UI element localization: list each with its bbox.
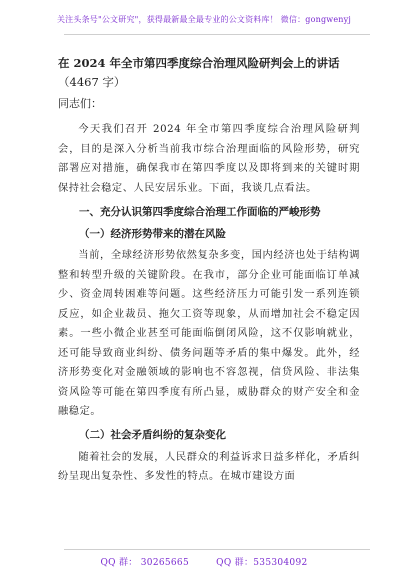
word-count: （4467 字） [58, 75, 126, 89]
intro-paragraph: 今天我们召开 2024 年全市第四季度综合治理风险研判会，目的是深入分析当前我市综合治理面临的风险形势，研究部署应对措施，确保我市在第四季度以及即将到来的关键时期保持社会稳定、人民安居乐业。下面，我谈几点看法。 [58, 124, 360, 194]
subsection-paragraph-2: 随着社会的发展，人民群众的利益诉求日益多样化，矛盾纠纷呈现出复杂性、多发性的特点。在城市建设方面 [58, 451, 360, 482]
footer [0, 555, 408, 568]
subsection-heading-1: （一）经济形势带来的潜在风险 [79, 228, 226, 240]
subsection-heading-2: （二）社会矛盾纠纷的复杂变化 [79, 428, 226, 441]
header-note: 关注头条号"公文研究"，获得最新最全最专业的公文资料库！ 微信：gongwenyj [56, 15, 352, 24]
salutation: 同志们： [58, 97, 102, 110]
document-body [58, 54, 360, 487]
footer-qq-group-2: QQ 群：535304092 [216, 558, 308, 568]
footer-divider [64, 549, 370, 550]
subsection-paragraph-1: 当前，全球经济形势依然复杂多变，国内经济也处于结构调整和转型升级的关键阶段。在我市，部分企业可能面临订单减少、资金周转困难等问题。这些经济压力可能引发一系列连锁反应，如企业裁员、拖欠工资等现象，从而增加社会不稳定因素。一些小微企业甚至可能面临倒闭风险，这不仅影响就业，还可能导致商业纠纷、债务问题等矛盾的集中爆发。此外，经济形势变化对金融领域的影响也不容忽视，信贷风险、非法集资风险等可能在第四季度有所凸显，威胁群众的财产安全和金融稳定。 [58, 250, 360, 417]
footer-qq-group-1: QQ 群： 30265665 [100, 558, 189, 568]
header-divider [64, 34, 370, 35]
document-title: 在 2024 年全市第四季度综合治理风险研判会上的讲话 [58, 56, 340, 70]
section-heading-1: 一、充分认识第四季度综合治理工作面临的严峻形势 [79, 206, 321, 218]
